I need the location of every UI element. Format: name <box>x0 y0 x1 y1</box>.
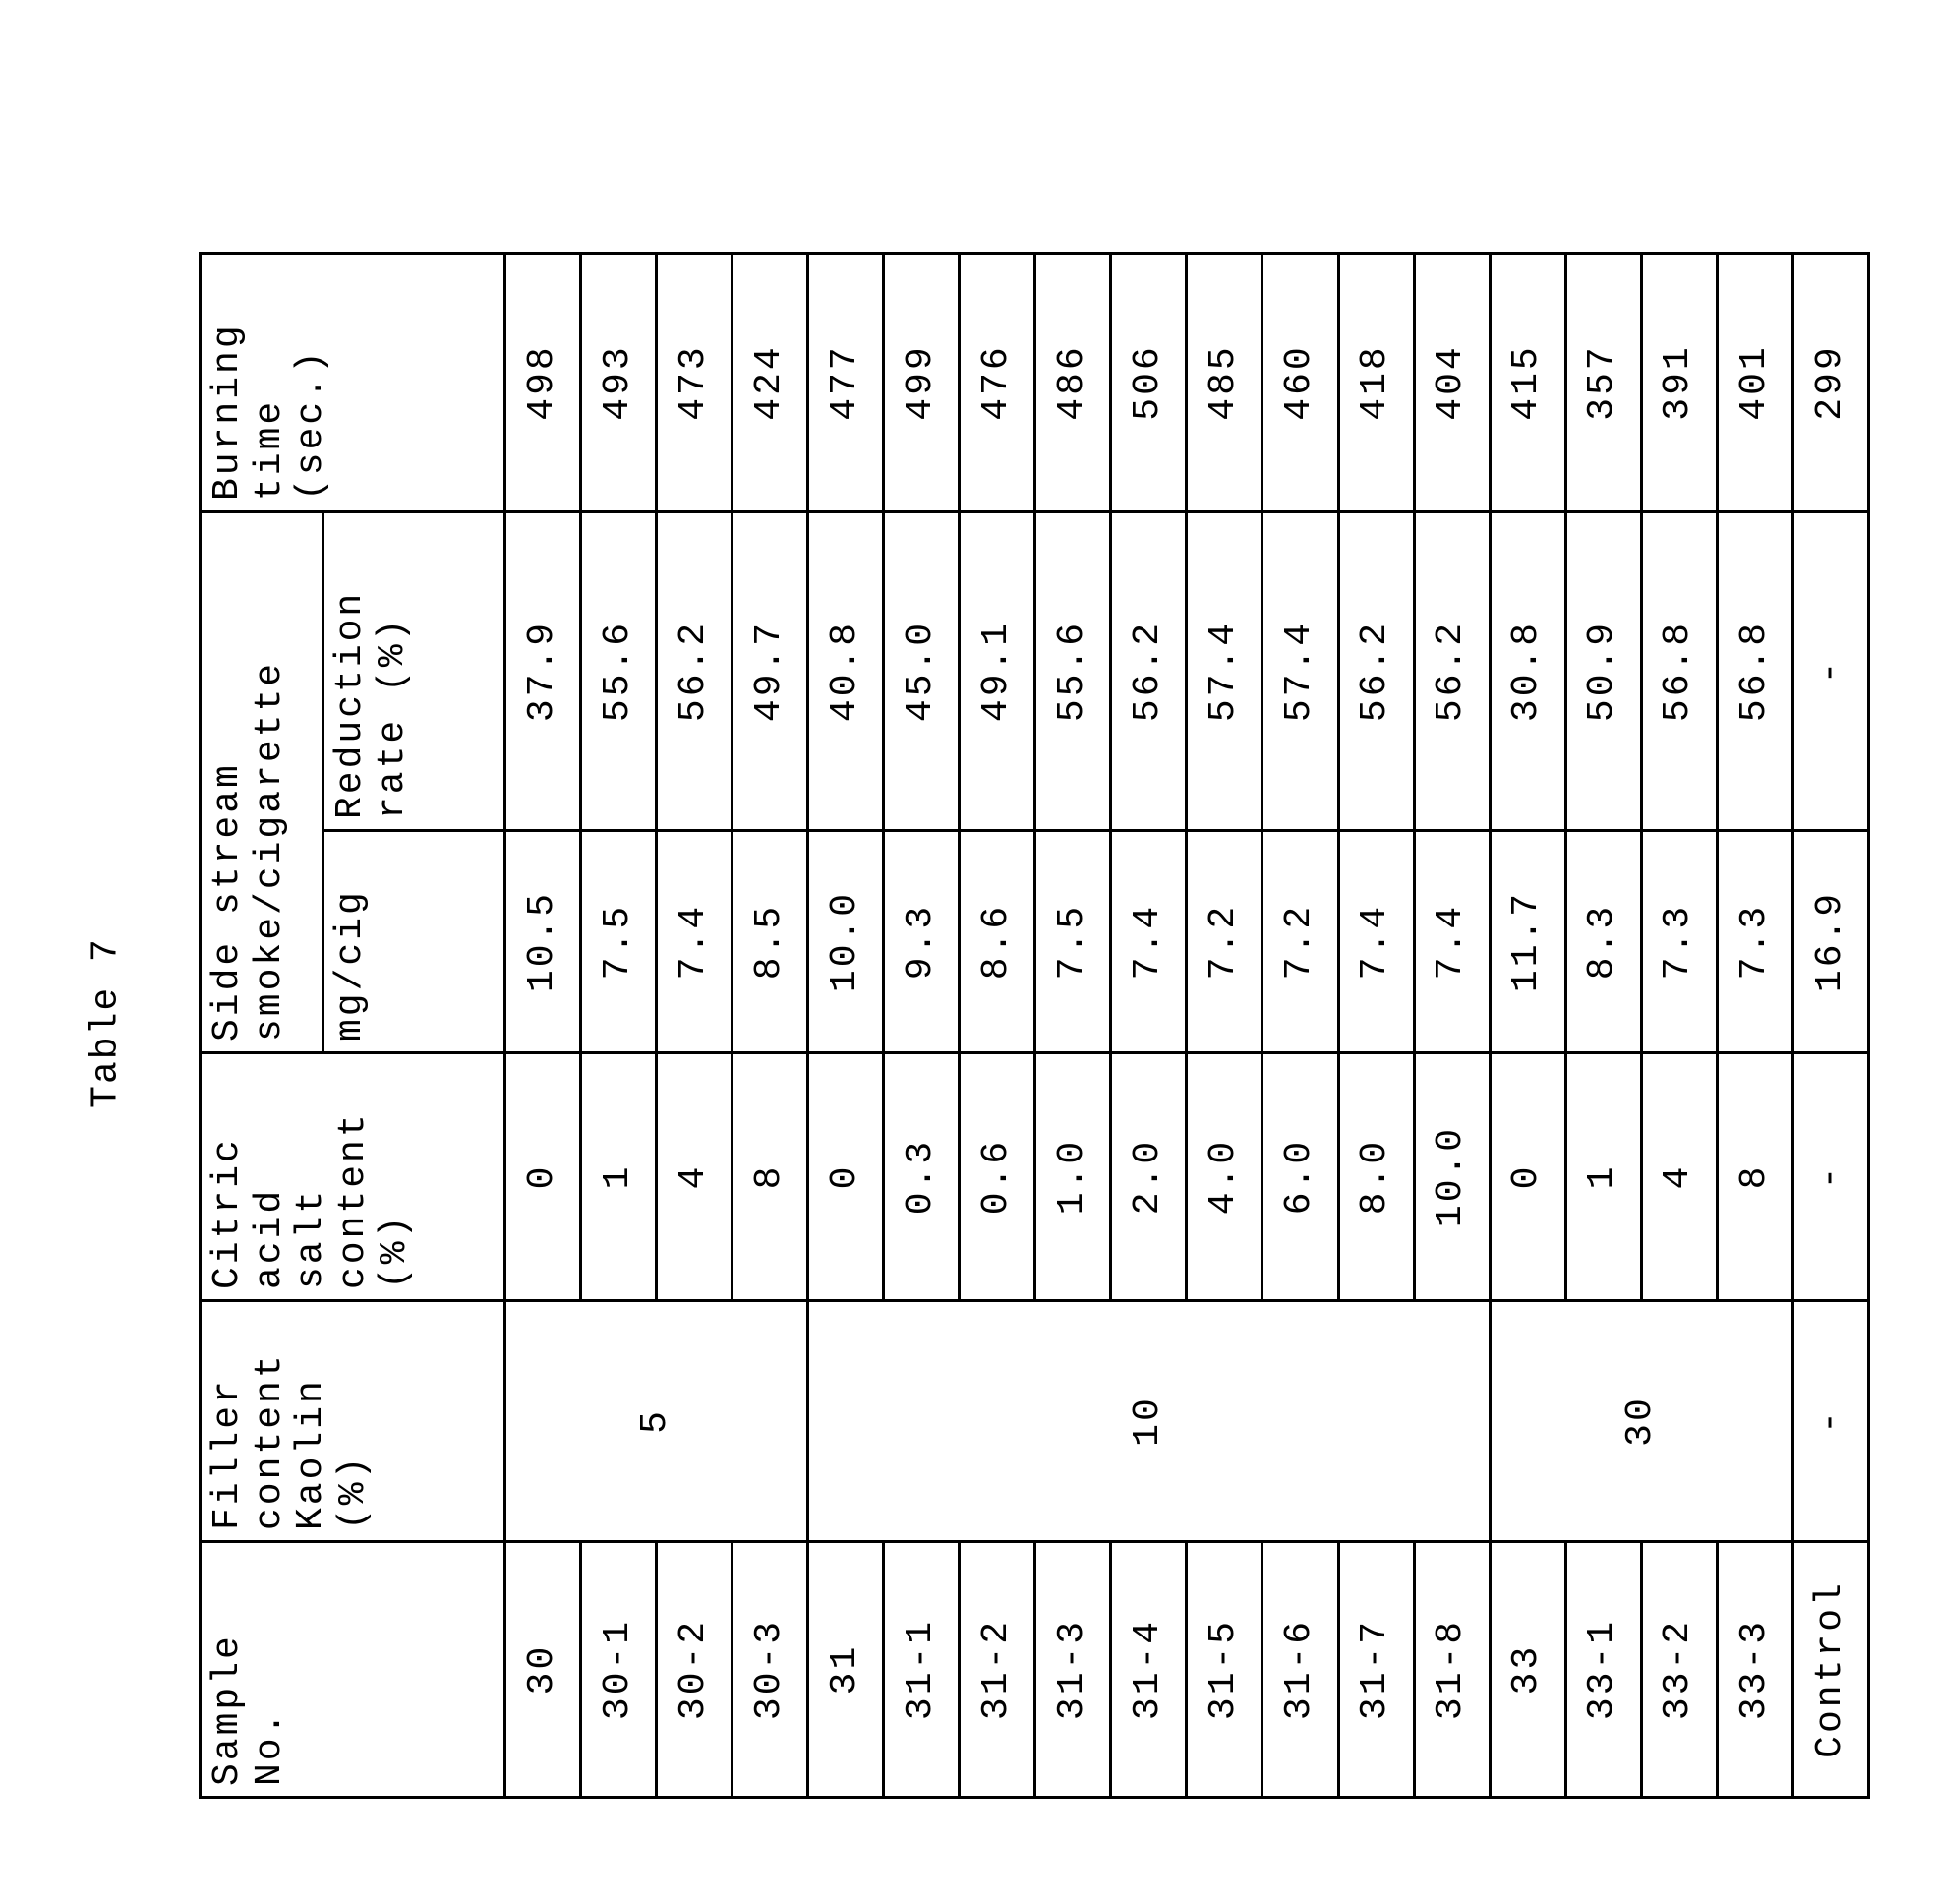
cell-sample-no: 33-2 <box>1641 1542 1717 1798</box>
cell-reduction-rate: 49.1 <box>960 512 1035 831</box>
cell-mg-cig: 7.3 <box>1717 831 1792 1053</box>
cell-citric-acid: 4 <box>1641 1053 1717 1301</box>
cell-mg-cig: 7.4 <box>1338 831 1414 1053</box>
header-burning-time: Burning time (sec.) <box>201 254 505 512</box>
table-row <box>1565 254 1641 1798</box>
table-row <box>1035 254 1111 1798</box>
cell-sample-no: 31-4 <box>1111 1542 1187 1798</box>
cell-reduction-rate: 55.6 <box>581 512 657 831</box>
data-table <box>199 252 1870 1799</box>
table-row <box>505 254 581 1798</box>
cell-reduction-rate: 55.6 <box>1035 512 1111 831</box>
cell-citric-acid: 6.0 <box>1262 1053 1338 1301</box>
cell-citric-acid: 0 <box>1490 1053 1565 1301</box>
cell-mg-cig: 16.9 <box>1792 831 1868 1053</box>
cell-mg-cig: 9.3 <box>884 831 960 1053</box>
header-reduction-rate: Reduction rate (%) <box>323 512 505 831</box>
table-title: Table 7 <box>85 937 128 1108</box>
cell-citric-acid: 0 <box>808 1053 884 1301</box>
cell-mg-cig: 11.7 <box>1490 831 1565 1053</box>
cell-citric-acid: 4 <box>657 1053 733 1301</box>
cell-mg-cig: 8.5 <box>733 831 808 1053</box>
cell-burning-time: 299 <box>1792 254 1868 512</box>
cell-burning-time: 418 <box>1338 254 1414 512</box>
cell-mg-cig: 7.4 <box>1414 831 1490 1053</box>
cell-mg-cig: 7.2 <box>1187 831 1262 1053</box>
cell-sample-no: 31-1 <box>884 1542 960 1798</box>
header-citric-acid: Citric acid salt content (%) <box>201 1053 505 1301</box>
cell-sample-no: 31 <box>808 1542 884 1798</box>
cell-reduction-rate: 56.2 <box>1414 512 1490 831</box>
cell-citric-acid: 0 <box>505 1053 581 1301</box>
cell-citric-acid: 1 <box>581 1053 657 1301</box>
table-row <box>733 254 808 1798</box>
table-row <box>581 254 657 1798</box>
table-row <box>1717 254 1792 1798</box>
cell-sample-no: 31-2 <box>960 1542 1035 1798</box>
table-row <box>808 254 884 1798</box>
cell-mg-cig: 8.3 <box>1565 831 1641 1053</box>
cell-citric-acid: 10.0 <box>1414 1053 1490 1301</box>
cell-reduction-rate: 45.0 <box>884 512 960 831</box>
cell-burning-time: 391 <box>1641 254 1717 512</box>
cell-sample-no: 31-7 <box>1338 1542 1414 1798</box>
cell-burning-time: 499 <box>884 254 960 512</box>
cell-reduction-rate: 37.9 <box>505 512 581 831</box>
cell-citric-acid: 2.0 <box>1111 1053 1187 1301</box>
cell-citric-acid: 0.3 <box>884 1053 960 1301</box>
cell-mg-cig: 7.2 <box>1262 831 1338 1053</box>
cell-citric-acid: 8 <box>733 1053 808 1301</box>
cell-citric-acid: 4.0 <box>1187 1053 1262 1301</box>
cell-sample-no: 30-3 <box>733 1542 808 1798</box>
cell-mg-cig: 10.5 <box>505 831 581 1053</box>
cell-sample-no: 30-1 <box>581 1542 657 1798</box>
cell-reduction-rate: 49.7 <box>733 512 808 831</box>
cell-burning-time: 498 <box>505 254 581 512</box>
cell-citric-acid: 0.6 <box>960 1053 1035 1301</box>
cell-reduction-rate: 56.8 <box>1717 512 1792 831</box>
table-row <box>657 254 733 1798</box>
table-row <box>1414 254 1490 1798</box>
cell-burning-time: 415 <box>1490 254 1565 512</box>
cell-sample-no: Control <box>1792 1542 1868 1798</box>
cell-sample-no: 30-2 <box>657 1542 733 1798</box>
cell-sample-no: 33-3 <box>1717 1542 1792 1798</box>
cell-sample-no: 33-1 <box>1565 1542 1641 1798</box>
cell-sample-no: 30 <box>505 1542 581 1798</box>
cell-burning-time: 486 <box>1035 254 1111 512</box>
cell-reduction-rate: 50.9 <box>1565 512 1641 831</box>
table-row <box>1338 254 1414 1798</box>
cell-mg-cig: 7.3 <box>1641 831 1717 1053</box>
cell-sample-no: 31-6 <box>1262 1542 1338 1798</box>
cell-reduction-rate: 56.2 <box>1111 512 1187 831</box>
cell-reduction-rate: 56.8 <box>1641 512 1717 831</box>
header-side-stream: Side stream smoke/cigarette <box>201 512 323 1053</box>
cell-burning-time: 404 <box>1414 254 1490 512</box>
table-row <box>1792 254 1868 1798</box>
cell-burning-time: 401 <box>1717 254 1792 512</box>
cell-filler-content: 5 <box>505 1301 808 1542</box>
cell-citric-acid: - <box>1792 1053 1868 1301</box>
cell-sample-no: 31-5 <box>1187 1542 1262 1798</box>
cell-mg-cig: 10.0 <box>808 831 884 1053</box>
cell-sample-no: 31-8 <box>1414 1542 1490 1798</box>
cell-filler-content: 30 <box>1490 1301 1792 1542</box>
cell-mg-cig: 7.5 <box>581 831 657 1053</box>
table-row <box>1641 254 1717 1798</box>
cell-burning-time: 357 <box>1565 254 1641 512</box>
cell-reduction-rate: 57.4 <box>1262 512 1338 831</box>
table-row <box>884 254 960 1798</box>
cell-citric-acid: 8.0 <box>1338 1053 1414 1301</box>
cell-reduction-rate: 30.8 <box>1490 512 1565 831</box>
table-row <box>1262 254 1338 1798</box>
cell-mg-cig: 7.4 <box>657 831 733 1053</box>
cell-citric-acid: 1.0 <box>1035 1053 1111 1301</box>
cell-reduction-rate: - <box>1792 512 1868 831</box>
cell-reduction-rate: 56.2 <box>1338 512 1414 831</box>
cell-filler-content: - <box>1792 1301 1868 1542</box>
cell-burning-time: 460 <box>1262 254 1338 512</box>
cell-mg-cig: 8.6 <box>960 831 1035 1053</box>
table-container <box>199 255 1870 1799</box>
cell-burning-time: 506 <box>1111 254 1187 512</box>
cell-filler-content: 10 <box>808 1301 1490 1542</box>
cell-citric-acid: 1 <box>1565 1053 1641 1301</box>
cell-mg-cig: 7.5 <box>1035 831 1111 1053</box>
header-mg-cig: mg/cig <box>323 831 505 1053</box>
table-row <box>1490 254 1565 1798</box>
table-row <box>1187 254 1262 1798</box>
cell-burning-time: 476 <box>960 254 1035 512</box>
table-row <box>960 254 1035 1798</box>
cell-burning-time: 477 <box>808 254 884 512</box>
cell-sample-no: 33 <box>1490 1542 1565 1798</box>
cell-burning-time: 493 <box>581 254 657 512</box>
cell-burning-time: 485 <box>1187 254 1262 512</box>
header-sample-no: Sample No. <box>201 1542 505 1798</box>
cell-burning-time: 473 <box>657 254 733 512</box>
cell-reduction-rate: 40.8 <box>808 512 884 831</box>
cell-reduction-rate: 56.2 <box>657 512 733 831</box>
cell-mg-cig: 7.4 <box>1111 831 1187 1053</box>
header-filler-content: Filler content Kaolin (%) <box>201 1301 505 1542</box>
cell-reduction-rate: 57.4 <box>1187 512 1262 831</box>
cell-burning-time: 424 <box>733 254 808 512</box>
table-row <box>1111 254 1187 1798</box>
cell-citric-acid: 8 <box>1717 1053 1792 1301</box>
cell-sample-no: 31-3 <box>1035 1542 1111 1798</box>
